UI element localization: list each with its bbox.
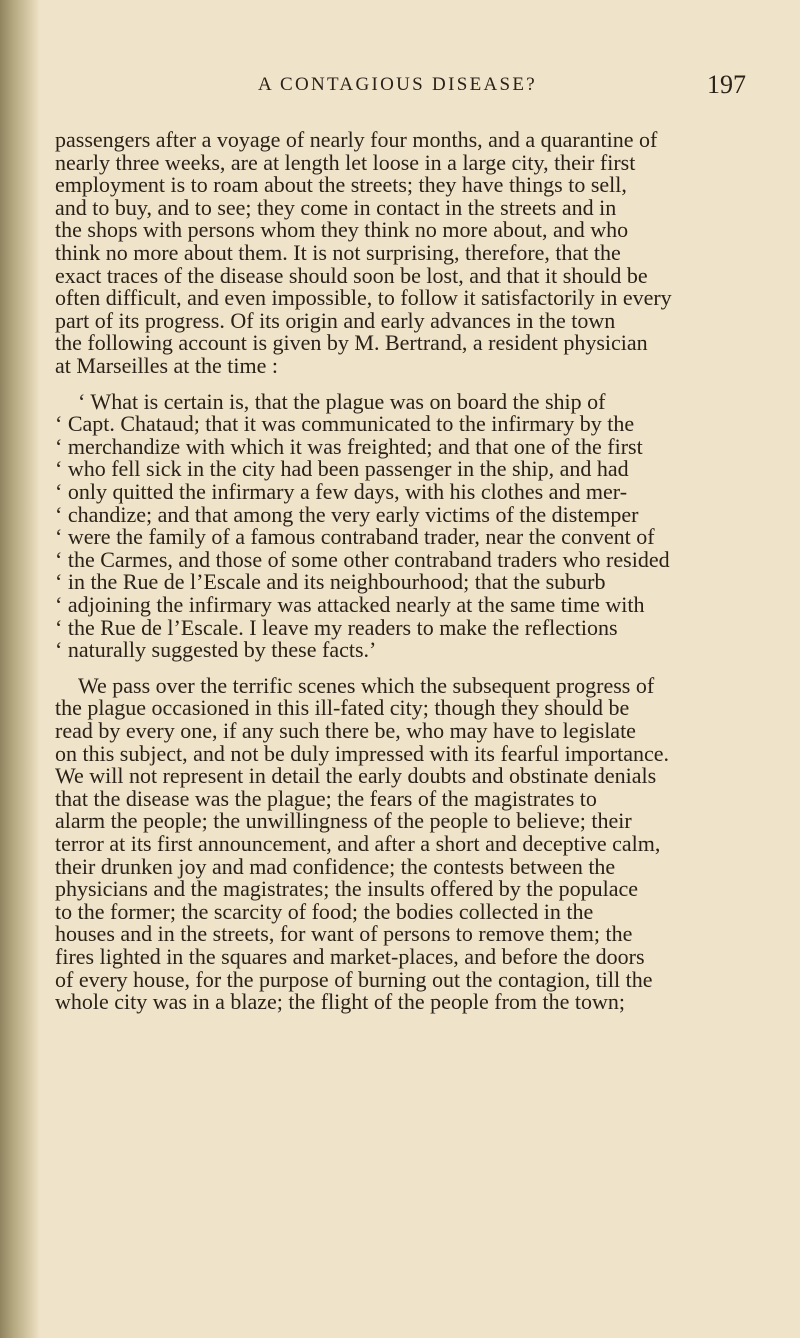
text-line: ‘ who fell sick in the city had been passenger in the ship, and had bbox=[55, 456, 629, 482]
text-line: part of its progress. Of its origin and early advances in the town bbox=[55, 307, 616, 333]
text-line: ‘ in the Rue de l’Escale and its neighbourhood; that the suburb bbox=[55, 569, 606, 595]
text-line: physicians and the magistrates; the insults offered by the populace bbox=[55, 876, 639, 902]
text-line: ‘ were the family of a famous contraband trader, near the convent of bbox=[55, 524, 655, 550]
text-line: of every house, for the purpose of burning out the contagion, till the bbox=[55, 966, 653, 992]
text-line: exact traces of the disease should soon be lost, and that it should be bbox=[55, 262, 648, 288]
running-head: A CONTAGIOUS DISEASE? bbox=[258, 74, 537, 95]
text-line: the plague occasioned in this ill-fated city; though they should be bbox=[55, 695, 630, 721]
text-line: ‘ naturally suggested by these facts.’ bbox=[55, 637, 377, 663]
text-line: at Marseilles at the time : bbox=[55, 353, 278, 378]
text-line: fires lighted in the squares and market-places, and before the doors bbox=[55, 944, 645, 969]
text-line: ‘ the Rue de l’Escale. I leave my readers to make the reflections bbox=[55, 614, 618, 640]
text-line: that the disease was the plague; the fears of the magistrates to bbox=[55, 785, 597, 811]
text-line: ‘ adjoining the infirmary was attacked nearly at the same time with bbox=[55, 592, 645, 617]
text-line: ‘ Capt. Chataud; that it was communicated to the infirmary by the bbox=[55, 411, 635, 437]
text-line: their drunken joy and mad confidence; the contests between the bbox=[55, 853, 616, 879]
text-line: ‘ What is certain is, that the plague was on board the ship of bbox=[78, 388, 606, 414]
text-line: passengers after a voyage of nearly four months, and a quarantine of bbox=[55, 127, 658, 152]
text-line: think no more about them. It is not surprising, therefore, that the bbox=[55, 240, 621, 265]
text-line: employment is to roam about the streets; they have things to sell, bbox=[55, 172, 627, 198]
text-line: the following account is given by M. Bertrand, a resident physician bbox=[55, 330, 648, 356]
text-line: We will not represent in detail the early doubts and obstinate denials bbox=[55, 763, 657, 789]
text-line: ‘ the Carmes, and those of some other contraband traders who resided bbox=[55, 546, 670, 572]
text-line: the shops with persons whom they think no more about, and who bbox=[55, 217, 629, 243]
text-line: read by every one, if any such there be, who may have to legislate bbox=[55, 718, 636, 743]
text-line: alarm the people; the unwillingness of the people to believe; their bbox=[55, 808, 632, 834]
text-line: ‘ merchandize with which it was freighted; and that one of the first bbox=[55, 433, 643, 459]
text-line: terror at its first announcement, and after a short and deceptive calm, bbox=[55, 831, 661, 856]
text-line: and to buy, and to see; they come in contact in the streets and in bbox=[55, 194, 617, 220]
text-line: nearly three weeks, are at length let loose in a large city, their first bbox=[55, 149, 636, 175]
text-line: ‘ only quitted the infirmary a few days, with his clothes and mer- bbox=[55, 479, 628, 504]
text-line: to the former; the scarcity of food; the bodies collected in the bbox=[55, 898, 594, 924]
text-line: ‘ chandize; and that among the very early victims of the distemper bbox=[55, 501, 639, 527]
text-line: houses and in the streets, for want of persons to remove them; the bbox=[55, 921, 633, 947]
text-line: We pass over the terrific scenes which the subsequent progress of bbox=[78, 672, 655, 698]
text-line: on this subject, and not be duly impressed with its fearful importance. bbox=[55, 740, 670, 766]
text-line: whole city was in a blaze; the flight of the people from the town; bbox=[55, 989, 626, 1015]
page-number: 197 bbox=[707, 70, 746, 99]
text-line: often difficult, and even impossible, to follow it satisfactorily in every bbox=[55, 285, 672, 311]
